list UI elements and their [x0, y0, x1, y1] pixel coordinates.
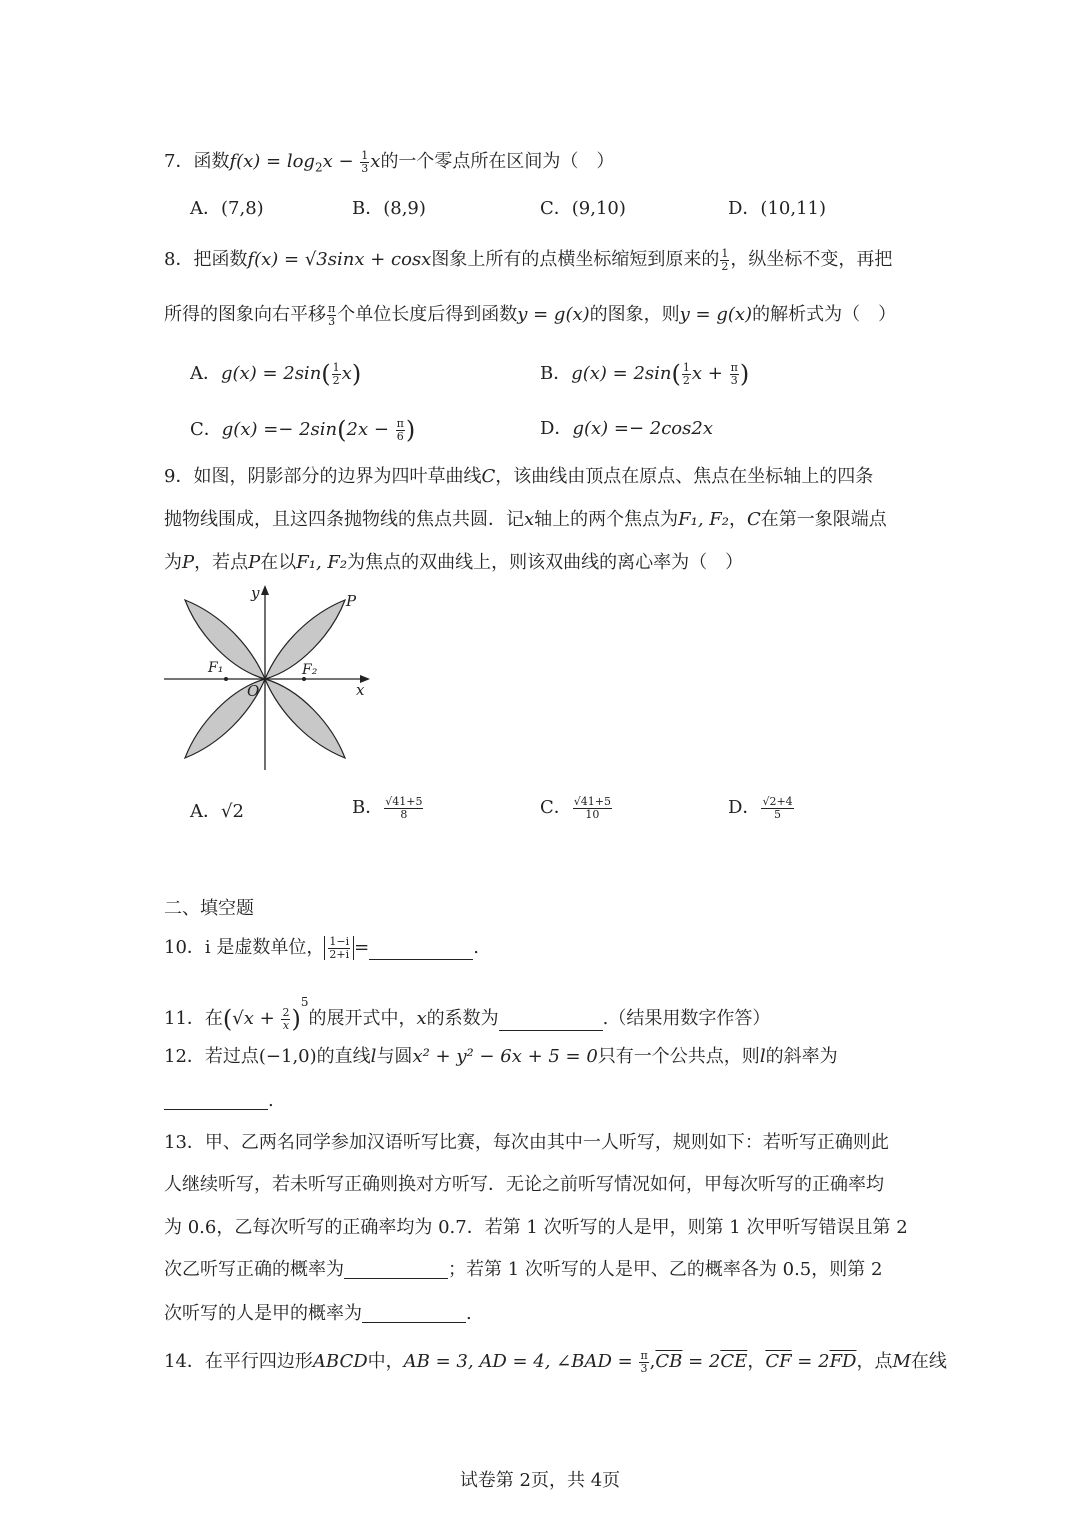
q13-line2: 人继续听写，若未听写正确则换对方听写．无论之前听写情况如何，甲每次听写的正确率均 [164, 1174, 884, 1195]
q13-answer-blank-1[interactable] [344, 1262, 448, 1279]
label-o: O [247, 682, 260, 700]
q8-option-a[interactable]: A．g(x) = 2sin( $\frac{1}{2}$ x) [190, 360, 362, 389]
q7-option-d[interactable]: D．(10,11) [728, 198, 827, 219]
q9-option-c[interactable]: C． $\frac{√41+5}{10}$ [540, 795, 612, 821]
label-f1: F₁ [208, 660, 224, 676]
q12-stem: 12．若过点(−1,0)的直线l与圆x² + y² − 6x + 5 = 0只有一个公共点，则l的斜率为 [164, 1046, 838, 1067]
q13-answer-blank-2[interactable] [362, 1306, 466, 1323]
q7-fraction: $\frac{1}{3}$ [361, 149, 369, 175]
q13-line5: 次听写的人是甲的概率为 . [164, 1303, 472, 1324]
q13-line4: 次乙听写正确的概率为 ；若第 1 次听写的人是甲、乙的概率各为 0.5，则第 2 [164, 1259, 883, 1280]
q14-stem: 14．在平行四边形ABCD中，AB = 3, AD = 4, ∠BAD = $\frac{\pi}{3}$ $,\overline{CB} = 2\overline{CE}$，$\overline{CF} = 2\overline{FD}$，点M在线 [164, 1349, 947, 1375]
focus-f1-point [224, 677, 228, 681]
q7-stem: 7．函数$f(x) = \log_2x$ − $\frac{1}{3}$ x的一个零点所在区间为（ ） [164, 149, 615, 175]
q8-stem-line1: 8．把函数f(x) = √3sinx + cosx图象上所有的点横坐标缩短到原来的 $\frac{1}{2}$ ，纵坐标不变，再把 [164, 247, 893, 273]
section-title-fill-in: 二、填空题 [164, 898, 254, 919]
label-x: x [356, 681, 365, 699]
q12-answer-line: . [164, 1092, 274, 1110]
q13-line1: 13．甲、乙两名同学参加汉语听写比赛，每次由其中一人听写，规则如下：若听写正确则此 [164, 1132, 889, 1153]
q9-option-a[interactable]: A．√2 [190, 801, 244, 822]
label-y: y [251, 584, 260, 602]
q9-option-d[interactable]: D． $\frac{√2+4}{5}$ [728, 795, 793, 821]
q11-stem: 11．在(√x + $\frac{2}{x}$ )$^5$的展开式中，x的系数为 .（结果用数字作答） [164, 995, 771, 1033]
label-f2: F₂ [302, 662, 318, 678]
q12-answer-blank[interactable] [164, 1093, 268, 1110]
q9-option-b[interactable]: B． $\frac{√41+5}{8}$ [352, 795, 423, 821]
four-leaf-curve-figure [160, 584, 390, 774]
q7-option-a[interactable]: A．(7,8) [190, 198, 264, 219]
q8-fraction-pi3: $\frac{\pi}{3}$ [328, 302, 336, 328]
page-footer: 试卷第 2页，共 4页 [459, 1470, 621, 1491]
q8-option-b[interactable]: B．g(x) = 2sin( $\frac{1}{2}$ x + $\frac{\pi}{3}$ ) [540, 360, 750, 389]
y-axis-arrow-icon [261, 585, 269, 595]
q9-stem-line3: 为P，若点P在以F₁, F₂为焦点的双曲线上，则该双曲线的离心率为（ ） [164, 552, 744, 573]
leaf-lower-right [265, 679, 345, 758]
q8-stem-line2: 所得的图象向右平移 $\frac{\pi}{3}$ 个单位长度后得到函数y = g(x)的图象，则y = g(x)的解析式为（ ） [164, 302, 897, 328]
q13-line3: 为 0.6，乙每次听写的正确率均为 0.7．若第 1 次听写的人是甲，则第 1 次甲听写错误且第 2 [164, 1217, 908, 1238]
q9-stem-line1: 9．如图，阴影部分的边界为四叶草曲线C，该曲线由顶点在原点、焦点在坐标轴上的四条 [164, 466, 874, 487]
leaf-upper-left [185, 600, 265, 679]
q8-option-d[interactable]: D．g(x) =− 2cos2x [540, 418, 713, 439]
q9-stem-line2: 抛物线围成，且这四条抛物线的焦点共圆．记x轴上的两个焦点为F₁, F₂，C在第一象限端点 [164, 509, 887, 530]
q11-answer-blank[interactable] [499, 1014, 603, 1031]
q10-answer-blank[interactable] [369, 943, 473, 960]
q7-option-b[interactable]: B．(8,9) [352, 198, 426, 219]
q7-option-c[interactable]: C．(9,10) [540, 198, 626, 219]
label-p: P [346, 592, 357, 610]
q8-option-c[interactable]: C．g(x) =− 2sin(2x − $\frac{\pi}{6}$ ) [190, 416, 416, 445]
q8-fraction-half: $\frac{1}{2}$ [721, 247, 729, 273]
q10-stem: 10．i 是虚数单位， $\frac{1-i}{2+i}$ = . [164, 935, 479, 961]
